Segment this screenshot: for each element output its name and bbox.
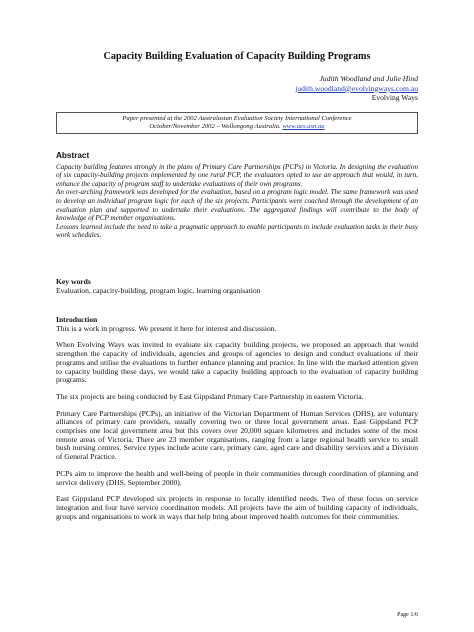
author-email-link[interactable]: judith.woodland@evolvingways.com.au bbox=[295, 83, 418, 93]
conference-note-line2 bbox=[61, 123, 413, 131]
intro-paragraph: When Evolving Ways was invited to evaluate six capacity building projects, we proposed an approach that would strengthen the capacity of individuals, agencies and groups of agencies to design and conduct evaluations of their programs and utilise the evaluations to further enhance planning and practice. In line with the marked attention given to capacity building these days, we would take a capacity building approach to the evaluation of capacity building programs. bbox=[56, 340, 418, 385]
intro-paragraph: Primary Care Partnerships (PCPs), an initiative of the Victorian Department of Human Services (DHS), are voluntary alliances of primary care providers, usually covering two or three local government areas. East Gippsland PCP comprises one local government area but this covers over 20,000 square kilometres and includes some of the most remote areas of Victoria. There are 23 member organisations, ranging from a large regional health service to small bush nursing centres. Service types include acute care, primary care, aged care and disability services and a Division of General Practice. bbox=[56, 408, 418, 462]
paper-title: Capacity Building Evaluation of Capacity Building Programs bbox=[103, 51, 371, 62]
keywords-heading: Key words bbox=[56, 277, 91, 286]
abstract-paragraph: Lessons learned include the need to take a pragmatic approach to enable participants to include evaluation tasks in their busy work schedules. bbox=[56, 222, 418, 240]
author-organisation: Evolving Ways bbox=[371, 93, 418, 102]
abstract-body bbox=[56, 163, 418, 240]
conference-url-link[interactable]: www.aes.asn.au bbox=[282, 123, 325, 130]
intro-paragraph: East Gippsland PCP developed six projects in response to locally identified needs. Two of these focus on service integration and four have service coordination models. All projects have the aim of building capacity of individuals, groups and organisations to work in ways that help bring about improved health outcomes for their communities. bbox=[56, 494, 418, 521]
conference-note-date: October/November 2002 – Wollongong Australia. bbox=[149, 123, 281, 130]
page-number: Page 1/6 bbox=[397, 612, 418, 619]
keywords-text: Evaluation, capacity-building, program logic, learning organisation bbox=[56, 285, 261, 295]
abstract-paragraph: Capacity building features strongly in the plans of Primary Care Partnerships (PCPs) in Victoria. In designing the evaluation of six capacity-building projects implemented by one rural PCP, the evaluators opted to use an approach that would, in turn, enhance the capacity of program staff to undertake evaluations of their own programs. bbox=[56, 162, 418, 188]
intro-paragraph: PCPs aim to improve the health and well-being of people in their communities through coordination of planning and service delivery (DHS, September 2000). bbox=[56, 468, 418, 487]
abstract-paragraph: An over-arching framework was developed for the evaluation, based on a program logic model. The same framework was used to develop an individual program logic for each of the six projects. Participants were coached through the development of an evaluation plan and supported to undertake their evaluations. The aggregated findings will contribute to the body of knowledge of PCP member organisations. bbox=[56, 188, 418, 223]
conference-note-box bbox=[56, 112, 418, 134]
conference-note-line1: Paper presented at the 2002 Australasian Evaluation Society International Conference bbox=[122, 115, 352, 122]
author-names: Judith Woodland and Julie Hind bbox=[319, 74, 418, 83]
introduction-heading: Introduction bbox=[56, 315, 98, 324]
introduction-section bbox=[56, 316, 418, 521]
author-block bbox=[295, 74, 418, 103]
abstract-heading: Abstract bbox=[56, 151, 90, 160]
keywords-section bbox=[56, 278, 418, 295]
intro-paragraph: This is a work in progress. We present it here for interest and discussion. bbox=[56, 323, 277, 333]
abstract-section bbox=[56, 152, 418, 240]
intro-paragraph: The six projects are being conducted by East Gippsland Primary Care Partnership in eastern Victoria. bbox=[56, 391, 364, 401]
